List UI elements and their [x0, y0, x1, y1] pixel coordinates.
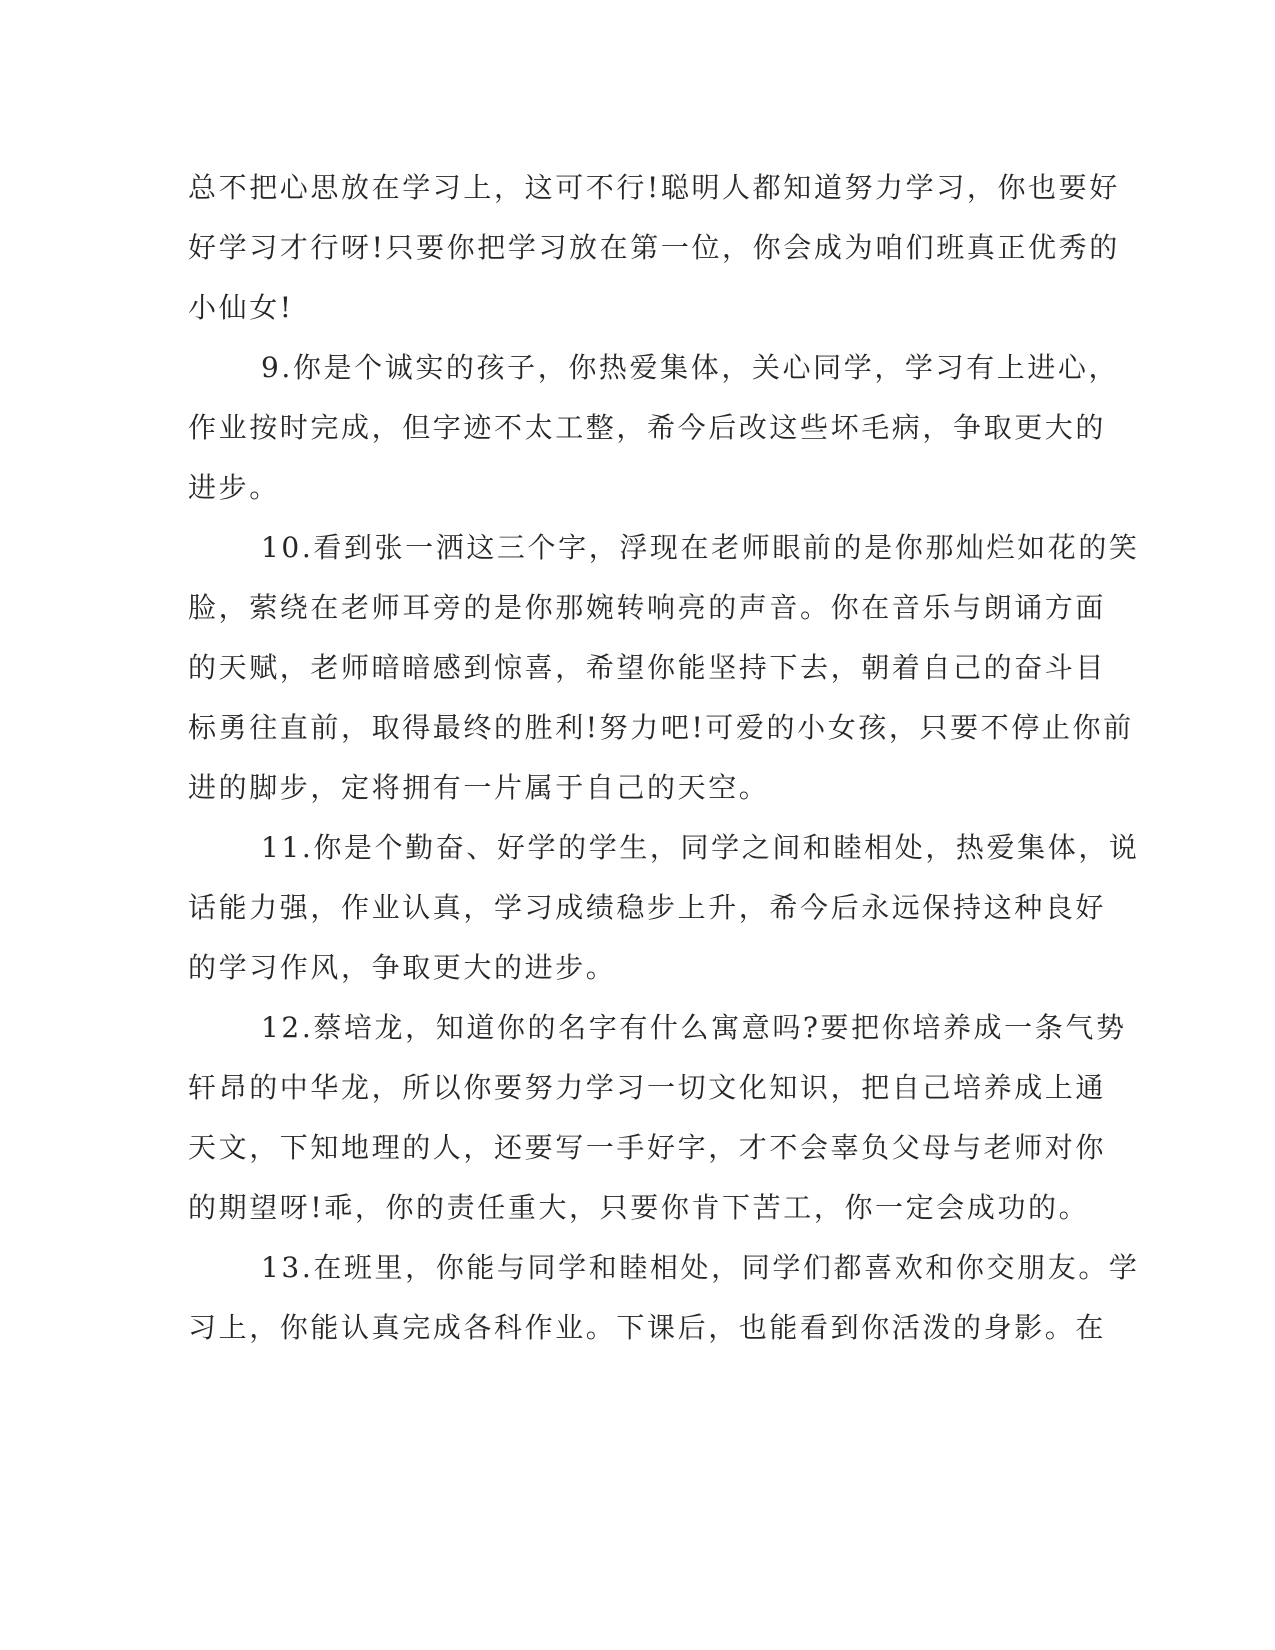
text-line: 脸，萦绕在老师耳旁的是你那婉转响亮的声音。你在音乐与朗诵方面	[188, 591, 1107, 624]
text-line: 10.看到张一洒这三个字，浮现在老师眼前的是你那灿烂如花的笑	[261, 531, 1140, 564]
paragraph-8-continued	[188, 158, 1120, 338]
text-line: 轩昂的中华龙，所以你要努力学习一切文化知识，把自己培养成上通	[188, 1071, 1107, 1104]
text-line: 作业按时完成，但字迹不太工整，希今后改这些坏毛病，争取更大的	[188, 411, 1107, 444]
text-line: 习上，你能认真完成各科作业。下课后，也能看到你活泼的身影。在	[188, 1311, 1107, 1344]
text-line: 9.你是个诚实的孩子，你热爱集体，关心同学，学习有上进心，	[261, 351, 1120, 384]
text-line: 的天赋，老师暗暗感到惊喜，希望你能坚持下去，朝着自己的奋斗目	[188, 651, 1107, 684]
paragraph-12	[188, 998, 1127, 1238]
paragraph-9	[188, 338, 1120, 518]
document-body	[188, 158, 1140, 1358]
text-line: 13.在班里，你能与同学和睦相处，同学们都喜欢和你交朋友。学	[261, 1251, 1140, 1284]
text-line: 11.你是个勤奋、好学的学生，同学之间和睦相处，热爱集体，说	[261, 831, 1140, 864]
text-line: 进的脚步，定将拥有一片属于自己的天空。	[188, 771, 770, 804]
text-line: 天文，下知地理的人，还要写一手好字，才不会辜负父母与老师对你	[188, 1131, 1107, 1164]
text-line: 小仙女!	[188, 291, 294, 324]
text-line: 的期望呀!乖，你的责任重大，只要你肯下苦工，你一定会成功的。	[188, 1191, 1090, 1224]
text-line: 好学习才行呀!只要你把学习放在第一位，你会成为咱们班真正优秀的	[188, 231, 1120, 264]
text-line: 12.蔡培龙，知道你的名字有什么寓意吗?要把你培养成一条气势	[261, 1011, 1127, 1044]
paragraph-10	[188, 518, 1140, 818]
paragraph-11	[188, 818, 1140, 998]
text-line: 进步。	[188, 471, 280, 504]
text-line: 标勇往直前，取得最终的胜利!努力吧!可爱的小女孩，只要不停止你前	[188, 711, 1134, 744]
text-line: 总不把心思放在学习上，这可不行!聪明人都知道努力学习，你也要好	[188, 171, 1120, 204]
paragraph-13	[188, 1238, 1140, 1358]
text-line: 的学习作风，争取更大的进步。	[188, 951, 617, 984]
text-line: 话能力强，作业认真，学习成绩稳步上升，希今后永远保持这种良好	[188, 891, 1107, 924]
